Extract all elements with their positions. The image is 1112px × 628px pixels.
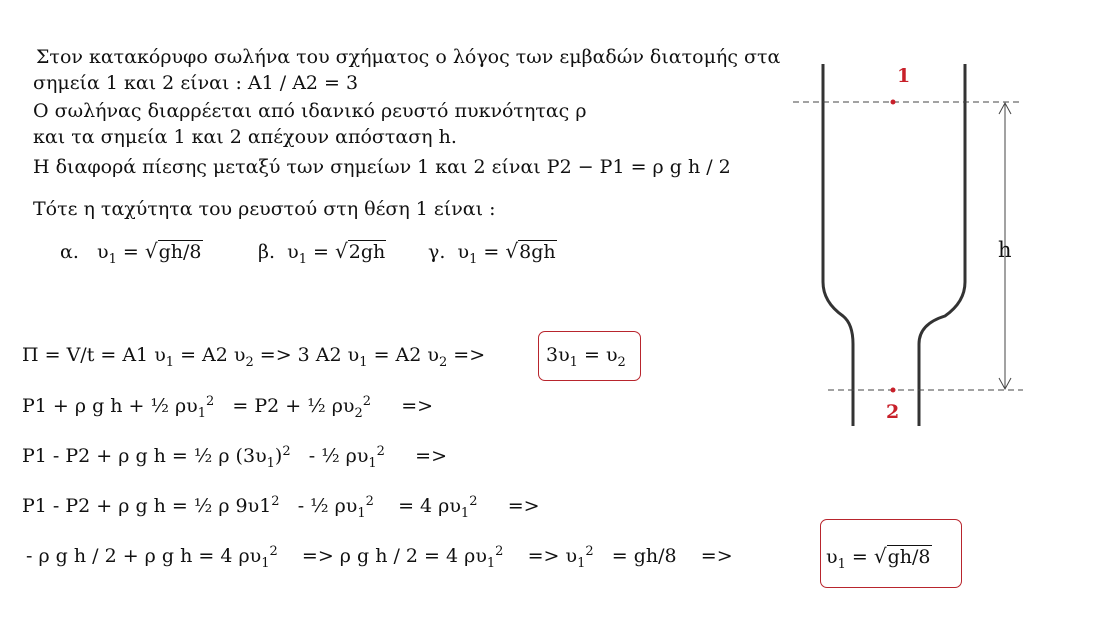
point-2-label: 2 xyxy=(886,401,900,423)
solution-eq-4: P1 - P2 + ρ g h = ½ ρ $9\upsilon 1^2$ - ½ $\rho\upsilon_1^2$ = 4 $\rho\upsilon_1^2$ => xyxy=(22,494,540,521)
problem-line-6: Τότε η ταχύτητα του ρευστού στη θέση 1 είναι : xyxy=(33,198,496,220)
option-a: α. $\upsilon_1 = √gh/8$ xyxy=(60,239,202,267)
sqrt: √gh/8 xyxy=(144,239,202,263)
pipe-diagram xyxy=(780,50,1040,440)
sqrt: √2gh xyxy=(334,239,386,263)
point-1-label: 1 xyxy=(897,65,911,87)
pipe-wall-left xyxy=(823,64,853,426)
problem-line-4: και τα σημεία 1 και 2 απέχουν απόσταση h. xyxy=(33,126,457,148)
point-1-dot xyxy=(891,100,896,105)
solution-eq-3: P1 - P2 + ρ g h = ½ ρ $(3\upsilon_1)^2$ - ½ $\rho\upsilon_1^2$ => xyxy=(22,444,447,471)
problem-line-3: Ο σωλήνας διαρρέεται από ιδανικό ρευστό πυκνότητας ρ xyxy=(33,100,587,122)
problem-line-5: Η διαφορά πίεσης μεταξύ των σημείων 1 και 2 είναι P2 − P1 = ρ g h / 2 xyxy=(33,156,731,178)
option-label: γ. xyxy=(428,241,446,263)
sqrt: √gh/8 xyxy=(873,544,931,568)
result-1: $3\upsilon_1 = \upsilon_2$ xyxy=(546,344,626,370)
final-answer: $\upsilon_1 = √gh/8$ xyxy=(826,544,931,572)
height-label: h xyxy=(998,238,1012,262)
solution-eq-5: - ρ g h / 2 + ρ g h = 4 $\rho\upsilon_1^2$ => ρ g h / 2 = 4 $\rho\upsilon_1^2$ => $\upsilon_1^2$ = gh/8 => xyxy=(26,544,733,571)
pipe-wall-right xyxy=(919,64,965,426)
solution-eq-2: P1 + ρ g h + ½ $\rho\upsilon_1^2$ = P2 + ½ $\rho\upsilon_2^2$ => xyxy=(22,394,434,421)
point-2-dot xyxy=(891,388,896,393)
option-label: α. xyxy=(60,241,79,263)
solution-eq-1: Π = V/t = A1 $\upsilon_1 = A2$ $\upsilon_2 => 3$ A2 $\upsilon_1 = A2$ $\upsilon_2$ => xyxy=(22,344,486,370)
option-label: β. xyxy=(258,241,276,263)
problem-line-2: σημεία 1 και 2 είναι : A1 / A2 = 3 xyxy=(33,72,359,94)
sqrt: √8gh xyxy=(505,239,556,263)
problem-line-1: Στον κατακόρυφο σωλήνα του σχήματος ο λόγος των εμβαδών διατομής στα xyxy=(36,46,781,68)
option-b: β. $\upsilon_1 = √2gh$ xyxy=(258,239,386,267)
option-c: γ. $\upsilon_1 = √8gh$ xyxy=(428,239,556,267)
